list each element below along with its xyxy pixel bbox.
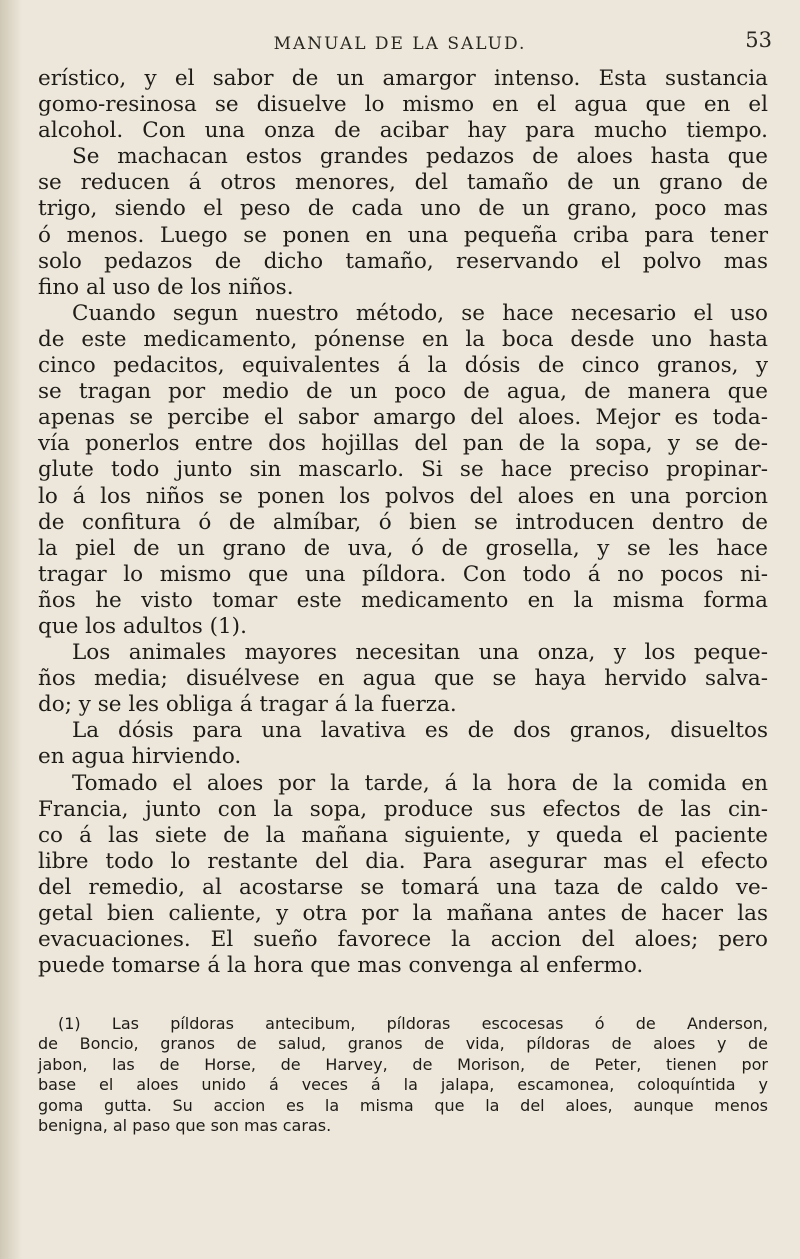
text-line: evacuaciones. El sueño favorece la accion del aloes; pero — [38, 927, 768, 953]
page-gutter-shadow — [0, 0, 22, 1259]
text-line: erístico, y el sabor de un amargor intenso. Esta sustancia — [38, 66, 768, 91]
page-number: 53 — [745, 28, 772, 52]
text-line: cinco pedacitos, equivalentes á la dósis de cinco granos, y — [38, 353, 768, 379]
text-line: que los adultos (1). — [38, 613, 247, 639]
text-line: ó menos. Luego se ponen en una pequeña criba para tener — [38, 222, 768, 248]
footnote-line: (1) Las píldoras antecibum, píldoras escocesas ó de Anderson, — [58, 1014, 768, 1033]
footnote-line: base el aloes unido á veces á la jalapa, escamonea, coloquíntida y — [38, 1075, 768, 1095]
text-line: se tragan por medio de un poco de agua, de manera que — [38, 379, 768, 405]
text-line: ños media; disuélvese en agua que se haya hervido salva- — [38, 666, 768, 692]
text-line: de confitura ó de almíbar, ó bien se introducen dentro de — [38, 509, 768, 535]
text-line: puede tomarse á la hora que mas convenga al enfermo. — [38, 953, 644, 979]
text-line: Cuando segun nuestro método, se hace necesario el uso — [72, 300, 768, 326]
footnote-line: de Boncio, granos de salud, granos de vida, píldoras de aloes y de — [38, 1034, 768, 1054]
running-title: MANUAL DE LA SALUD. — [273, 34, 527, 54]
text-line: en agua hirviendo. — [38, 744, 242, 770]
footnote-line: jabon, las de Horse, de Harvey, de Morison, de Peter, tienen por — [38, 1054, 768, 1074]
text-line: do; y se les obliga á tragar á la fuerza. — [38, 692, 457, 718]
page-header — [0, 0, 800, 62]
text-line: lo á los niños se ponen los polvos del aloes en una porcion — [38, 483, 768, 509]
text-line: tragar lo mismo que una píldora. Con todo á no pocos ni- — [38, 561, 768, 587]
text-line: se reducen á otros menores, del tamaño de un grano de — [38, 170, 768, 196]
text-line: Francia, junto con la sopa, produce sus efectos de las cin- — [38, 796, 768, 822]
text-line: apenas se percibe el sabor amargo del aloes. Mejor es toda- — [38, 405, 768, 431]
text-line: trigo, siendo el peso de cada uno de un grano, poco mas — [38, 196, 768, 222]
footnote-line: goma gutta. Su accion es la misma que la del aloes, aunque menos — [38, 1095, 768, 1115]
text-line: fino al uso de los niños. — [38, 274, 294, 300]
main-text — [38, 66, 768, 979]
text-line: libre todo lo restante del dia. Para asegurar mas el efecto — [38, 848, 768, 874]
text-line: Los animales mayores necesitan una onza, y los peque- — [72, 640, 768, 666]
text-line: vía ponerlos entre dos hojillas del pan de la sopa, y se de- — [38, 431, 768, 457]
text-line: gomo-resinosa se disuelve lo mismo en el agua que en el — [38, 92, 768, 118]
text-line: del remedio, al acostarse se tomará una taza de caldo ve- — [38, 874, 768, 900]
text-line: ños he visto tomar este medicamento en la misma forma — [38, 587, 768, 613]
text-line: co á las siete de la mañana siguiente, y queda el paciente — [38, 822, 768, 848]
footnote — [38, 1014, 768, 1136]
text-line: Se machacan estos grandes pedazos de aloes hasta que — [72, 144, 768, 170]
text-line: glute todo junto sin mascarlo. Si se hace preciso propinar- — [38, 457, 768, 483]
footnote-line: benigna, al paso que son mas caras. — [38, 1115, 332, 1135]
text-line: de este medicamento, pónense en la boca desde uno hasta — [38, 326, 768, 352]
text-line: alcohol. Con una onza de acibar hay para mucho tiempo. — [38, 118, 768, 144]
text-line: la piel de un grano de uva, ó de grosella, y se les hace — [38, 535, 768, 561]
text-line: La dósis para una lavativa es de dos granos, disueltos — [72, 718, 768, 744]
text-line: getal bien caliente, y otra por la mañana antes de hacer las — [38, 901, 768, 926]
text-line: solo pedazos de dicho tamaño, reservando el polvo mas — [38, 248, 768, 274]
text-line: Tomado el aloes por la tarde, á la hora de la comida en — [72, 770, 768, 796]
